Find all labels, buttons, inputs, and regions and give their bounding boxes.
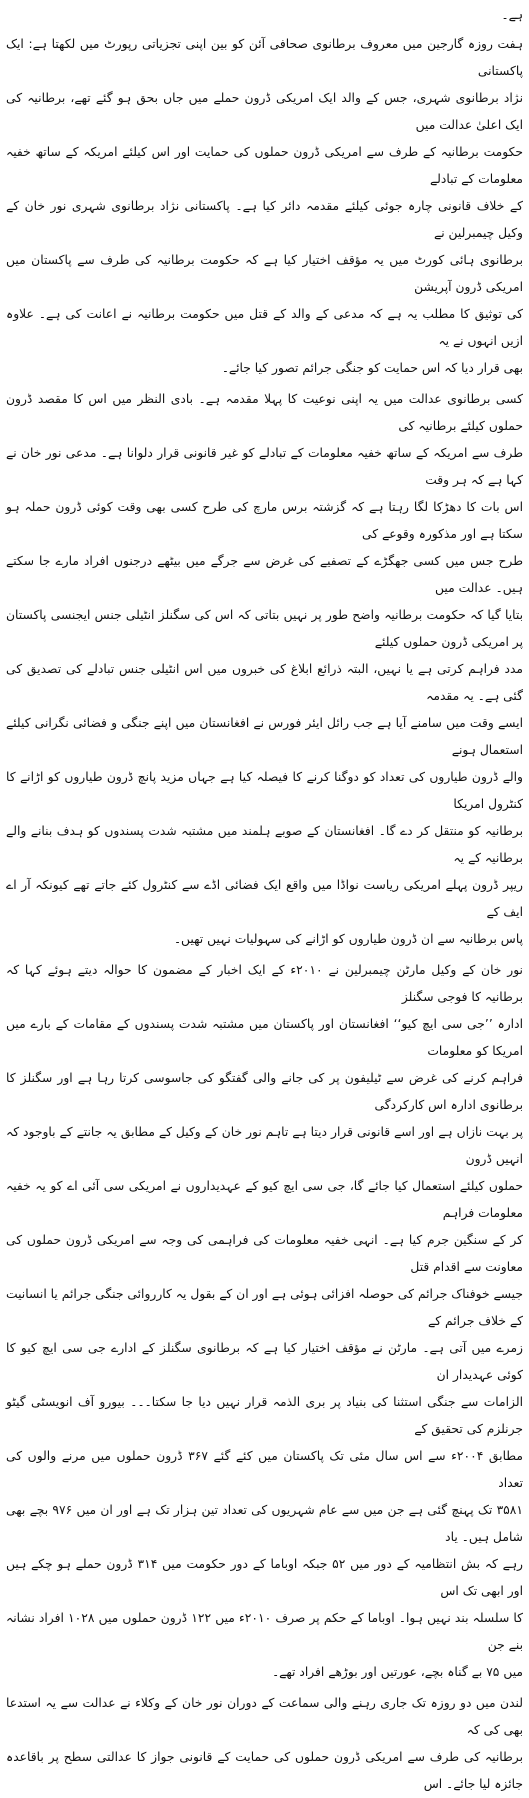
text-line: جیسے خوفناک جرائم کی حوصلہ افزائی ہوئی ہے اور ان کے بقول یہ کارروائی جنگی جرائم یا انسانیت کے خلاف جرائم کے [6, 1287, 523, 1328]
text-line: ریپر ڈرون پہلے امریکی ریاست نواڈا میں واقع ایک فضائی اڈے سے کنٹرول کئے جاتے تھے کیونکہ آر اے ایف کے [6, 878, 523, 919]
text-line: برطانیہ کو منتقل کر دے گا۔ افغانستان کے صوبے ہلمند میں مشتبہ شدت پسندوں کو ہدف بنانے والے برطانیہ کے یہ [6, 824, 523, 865]
text-line: ہے۔ [501, 8, 523, 22]
text-line: پر بہت نازاں ہے اور اسے قانونی قرار دیتا ہے تاہم نور خان کے وکیل کے مطابق یہ جانتے کے باوجود کہ انہیں ڈرون [6, 1125, 523, 1166]
text-line: ایسے وقت میں سامنے آیا ہے جب رائل ایئر فورس نے افغانستان میں اپنے جنگی و فضائی نگرانی کیلئے استعمال ہونے [6, 716, 523, 757]
text-line: طرف سے امریکہ کے ساتھ خفیہ معلومات کے تبادلے کو غیر قانونی قرار دلوانا ہے۔ مدعی نور خان نے کہا ہے کہ ہر وقت [6, 446, 523, 487]
text-line: بتایا گیا کہ حکومت برطانیہ واضح طور پر نہیں بتاتی کہ اس کی سگنلز انٹیلی جنس ایجنسی پاکستان پر امریکی ڈرون حملوں کیلئے [6, 608, 523, 649]
text-line: لندن میں دو روزہ تک جاری رہنے والی سماعت کے دوران نور خان کے وکلاء نے عدالت سے یہ استدعا بھی کی کہ [6, 1696, 523, 1737]
text-line: ادارہ ’’جی سی ایچ کیو‘‘ افغانستان اور پاکستان میں مشتبہ شدت پسندوں کے مقامات کے بارے میں امریکا کو معلومات [6, 1017, 523, 1058]
text-line: نور خان کے وکیل مارٹن چیمبرلین نے ۲۰۱۰ء کے ایک اخبار کے مضمون کا حوالہ دیتے ہوئے کہا کہ برطانیہ کا فوجی سگنلز [6, 963, 523, 1004]
text-line: رہے کہ بش انتظامیہ کے دور میں ۵۲ جبکہ اوباما کے دور حکومت میں ۳۱۴ ڈرون حملے ہو چکے ہیں اور ابھی تک اس [6, 1557, 523, 1598]
text-line: بھی قرار دیا کہ اس حمایت کو جنگی جرائم تصور کیا جائے۔ [221, 361, 523, 375]
text-line: کر کے سنگین جرم کیا ہے۔ انہی خفیہ معلومات کی فراہمی کی وجہ سے امریکی ڈرون حملوں کی معاونت سے اقدام قتل [6, 1233, 523, 1274]
article-paragraph [6, 957, 523, 1686]
text-line: حملوں کیلئے استعمال کیا جائے گا، جی سی ایچ کیو کے عہدیداروں نے امریکی سی آئی اے کو یہ خفیہ معلومات فراہم [6, 1179, 523, 1220]
text-line: ہفت روزہ گارجین میں معروف برطانوی صحافی آئن کو بین اپنی تجزیاتی رپورٹ میں لکھتا ہے: ایک پاکستانی [6, 37, 523, 78]
text-line: ۳۵۸۱ تک پہنچ گئی ہے جن میں سے عام شہریوں کی تعداد تین ہزار تک ہے اور ان میں ۹۷۶ بچے بھی شامل ہیں۔ یاد [6, 1503, 523, 1544]
text-line: طرح جس میں کسی جھگڑے کے تصفیے کی غرض سے جرگے میں بیٹھے درجنوں افراد مارے جا سکتے ہیں۔ عدالت میں [6, 554, 523, 595]
text-line: کا سلسلہ بند نہیں ہوا۔ اوباما کے حکم پر صرف ۲۰۱۰ء میں ۱۲۲ ڈرون حملوں میں ۱۰۲۸ افراد نشانہ بنے جن [6, 1611, 524, 1652]
text-line: والے ڈرون طیاروں کی تعداد کو دوگنا کرنے کا فیصلہ کیا ہے جہاں مزید پانچ ڈرون طیاروں کو اڑانے کا کنٹرول امریکا [6, 770, 523, 811]
text-line: کی توثیق کا مطلب یہ ہے کہ مدعی کے والد کے قتل میں حکومت برطانیہ نے اعانت کی ہے۔ علاوہ ازیں انہوں نے یہ [6, 307, 523, 348]
text-line: میں ۷۵ بے گناہ بچے، عورتیں اور بوڑھے افراد تھے۔ [271, 1665, 523, 1679]
text-line: زمرے میں آتی ہے۔ مارٹن نے مؤقف اختیار کیا ہے کہ برطانوی سگنلز کے ادارے جی سی ایچ کیو کا کوئی عہدیدار ان [6, 1341, 523, 1382]
text-line: مطابق ۲۰۰۴ء سے اس سال مئی تک پاکستان میں کئے گئے ۳۶۷ ڈرون حملوں میں مرنے والوں کی تعداد [6, 1449, 523, 1490]
text-line: حکومت برطانیہ کے طرف سے امریکی ڈرون حملوں کی حمایت اور اس کیلئے امریکہ کے ساتھ خفیہ معلومات کے تبادلے [6, 145, 523, 186]
text-line: فراہم کرنے کی غرض سے ٹیلیفون پر کی جانے والی گفتگو کی جاسوسی کرتا رہا ہے اور سگنلز کا برطانوی ادارہ اس کارکردگی [6, 1071, 523, 1112]
article-paragraph [6, 386, 523, 953]
text-line: کسی برطانوی عدالت میں یہ اپنی نوعیت کا پہلا مقدمہ ہے۔ بادی النظر میں اس کا مقصد ڈرون حملوں کیلئے برطانیہ کی [6, 392, 523, 433]
text-line: برطانوی ہائی کورٹ میں یہ مؤقف اختیار کیا ہے کہ حکومت برطانیہ کی طرف سے پاکستان میں امریکی ڈرون آپریشن [6, 253, 523, 294]
text-line: الزامات سے جنگی استثنا کی بنیاد پر بری الذمہ قرار نہیں دیا جا سکتا۔۔۔ بیورو آف انویسٹی گیٹو جرنلزم کی تحقیق کے [6, 1395, 523, 1436]
text-line: کے خلاف قانونی چارہ جوئی کیلئے مقدمہ دائر کیا ہے۔ پاکستانی نژاد برطانوی شہری نور خان کے وکیل چیمبرلین نے [6, 199, 523, 240]
article-paragraph [6, 31, 523, 382]
text-line: اس بات کا دھڑکا لگا رہتا ہے کہ گزشتہ برس مارچ کی طرح کسی بھی وقت کوئی ڈرون حملہ ہو سکتا ہے اور مذکورہ وقوعے کی [6, 500, 523, 541]
text-line: برطانیہ کی طرف سے امریکی ڈرون حملوں کی حمایت کے قانونی جواز کا عدالتی سطح پر باقاعدہ جائزہ لیا جائے۔ اس [6, 1750, 523, 1791]
article-paragraph [6, 2, 523, 29]
article-paragraph [6, 1690, 523, 1798]
text-line: پاس برطانیہ سے ان ڈرون طیاروں کو اڑانے کی سہولیات نہیں تھیں۔ [173, 932, 523, 946]
text-line: مدد فراہم کرتی ہے یا نہیں، البتہ ذرائع ابلاغ کی خبروں میں اس انٹیلی جنس تبادلے کی تصدیق کی گئی ہے۔ یہ مقدمہ [6, 662, 523, 703]
text-line: نژاد برطانوی شہری، جس کے والد ایک امریکی ڈرون حملے میں جاں بحق ہو گئے تھے، برطانیہ کی ایک اعلیٰ عدالت میں [6, 91, 523, 132]
